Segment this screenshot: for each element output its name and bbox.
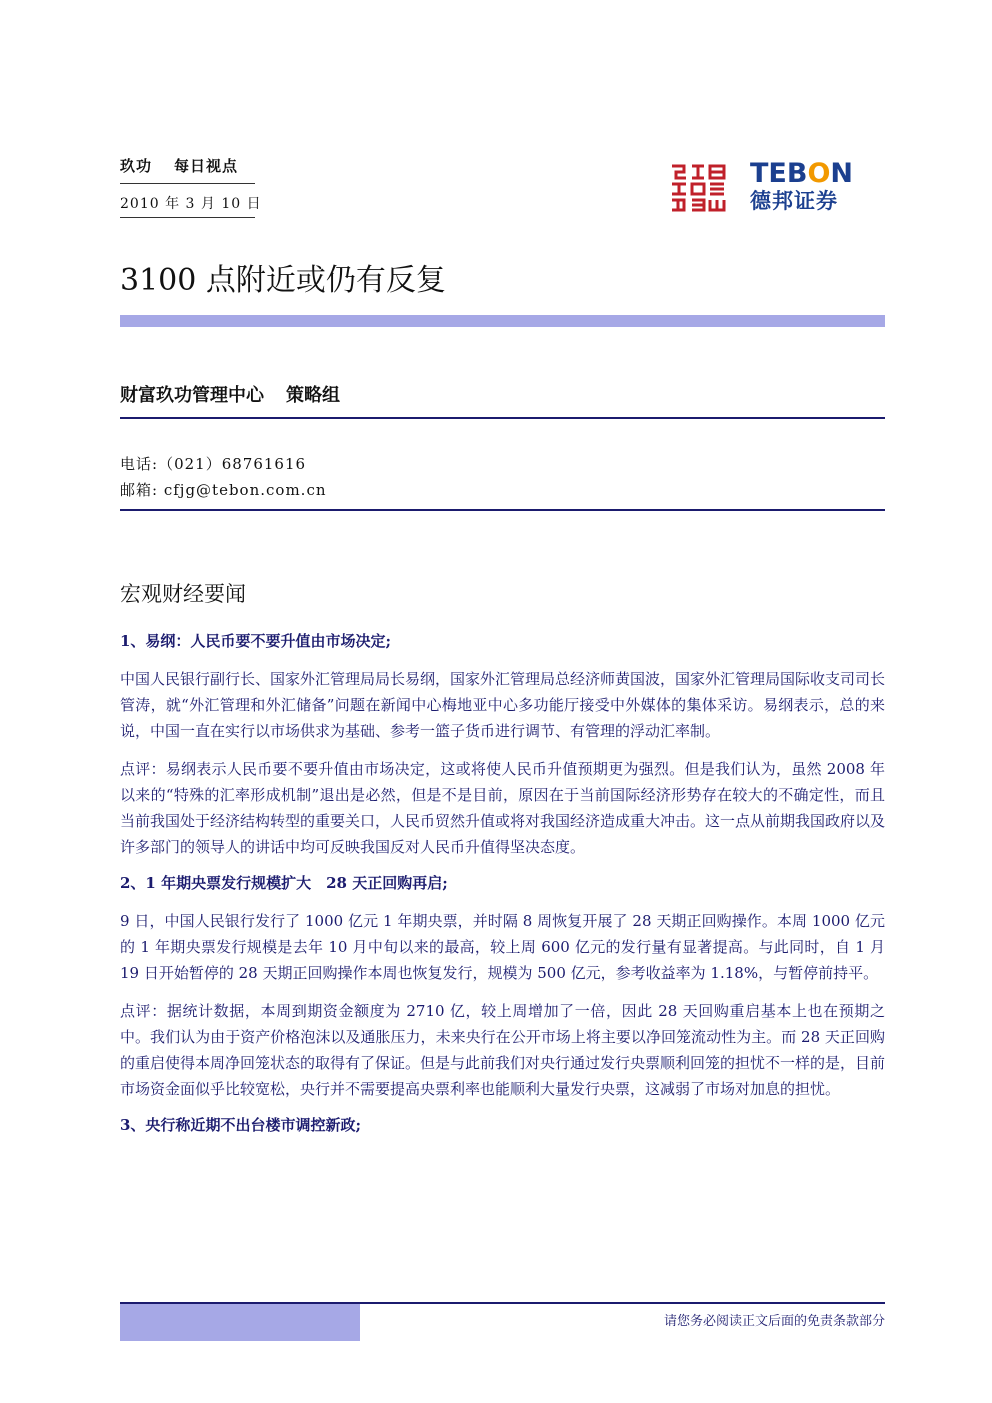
phone-label: 电话: <box>120 455 159 473</box>
contact-email <box>120 479 327 500</box>
contact-phone <box>120 453 306 474</box>
news-item-heading: 3、央行称近期不出台楼市调控新政; <box>120 1116 361 1134</box>
news-item <box>120 630 885 860</box>
header-divider-top <box>120 183 255 184</box>
contact-divider <box>120 509 885 511</box>
tebon-wordmark <box>750 160 890 214</box>
department-divider <box>120 417 885 419</box>
section-title: 宏观财经要闻 <box>120 582 246 606</box>
department-group: 策略组 <box>286 385 340 406</box>
news-item-commentary: 点评：易纲表示人民币要不要升值由市场决定，这或将使人民币升值预期更为强烈。但是我们认为，虽然 2008 年以来的“特殊的汇率形成机制”退出是必然，但是不是目前，原因在于当前国际经济形势存在较大的不确定性，而且当前我国处于经济结构转型的重要关口，人民币贸然升值或将对我国经济造成重大冲击。这一点从前期我国政府以及许多部门的领导人的讲话中均可反映我国反对人民币升值得坚决态度。 <box>120 760 886 856</box>
department-name: 财富玖功管理中心 <box>120 385 264 406</box>
report-title: 3100 点附近或仍有反复 <box>120 263 446 298</box>
brand-name: 玖功 <box>120 157 153 175</box>
phone-number: （021）68761616 <box>158 455 307 473</box>
email-label: 邮箱: <box>120 481 159 499</box>
news-item-heading: 1、易纲：人民币要不要升值由市场决定; <box>120 632 391 650</box>
news-item-paragraph: 9 日，中国人民银行发行了 1000 亿元 1 年期央票，并时隔 8 周恢复开展了 28 天期正回购操作。本周 1000 亿元的 1 年期央票发行规模是去年 10 月中旬以来的最高，较上周 600 亿元的发行量有显著提高。与此同时，自 1 月 19 日开始暂停的 28 天期正回购操作本周也恢复发行，规模为 500 亿元，参考收益率为 1.18%，与暂停前持平。 <box>120 912 885 982</box>
tebon-chinese-wordmark: 德邦证券 <box>750 189 838 213</box>
news-item-paragraph: 中国人民银行副行长、国家外汇管理局局长易纲，国家外汇管理局总经济师黄国波，国家外汇管理局国际收支司司长管涛，就“外汇管理和外汇储备”问题在新闻中心梅地亚中心多功能厅接受中外媒体的集体采访。易纲表示，总的来说，中国一直在实行以市场供求为基础、参考一篮子货币进行调节、有管理的浮动汇率制。 <box>120 670 886 740</box>
header-brand <box>120 155 238 176</box>
email-address[interactable]: cfjg@tebon.com.cn <box>163 481 327 499</box>
footer-accent-block <box>120 1304 360 1341</box>
column-name: 每日视点 <box>174 157 239 175</box>
header-divider-bottom <box>120 217 255 218</box>
tebon-seal-logo-icon <box>670 162 727 214</box>
title-underline-bar <box>120 315 885 327</box>
department-line <box>120 381 340 407</box>
tebon-latin-wordmark: TEBON <box>750 158 854 189</box>
report-date: 2010 年 3 月 10 日 <box>120 196 262 212</box>
news-item-commentary: 点评：据统计数据，本周到期资金额度为 2710 亿，较上周增加了一倍，因此 28 天回购重启基本上也在预期之中。我们认为由于资产价格泡沫以及通胀压力，未来央行在公开市场上将主要以净回笼流动性为主。而 28 天正回购的重启使得本周净回笼状态的取得有了保证。但是与此前我们对央行通过发行央票顺利回笼的担忧不一样的是，目前市场资金面似乎比较宽松，央行并不需要提高央票利率也能顺利大量发行央票，这减弱了市场对加息的担忧。 <box>120 1002 886 1098</box>
disclaimer-notice: 请您务必阅读正文后面的免责条款部分 <box>663 1314 885 1329</box>
news-item-heading: 2、1 年期央票发行规模扩大 28 天正回购再启; <box>120 874 448 892</box>
news-body <box>120 630 885 1150</box>
news-item <box>120 872 885 1102</box>
news-item <box>120 1114 885 1136</box>
